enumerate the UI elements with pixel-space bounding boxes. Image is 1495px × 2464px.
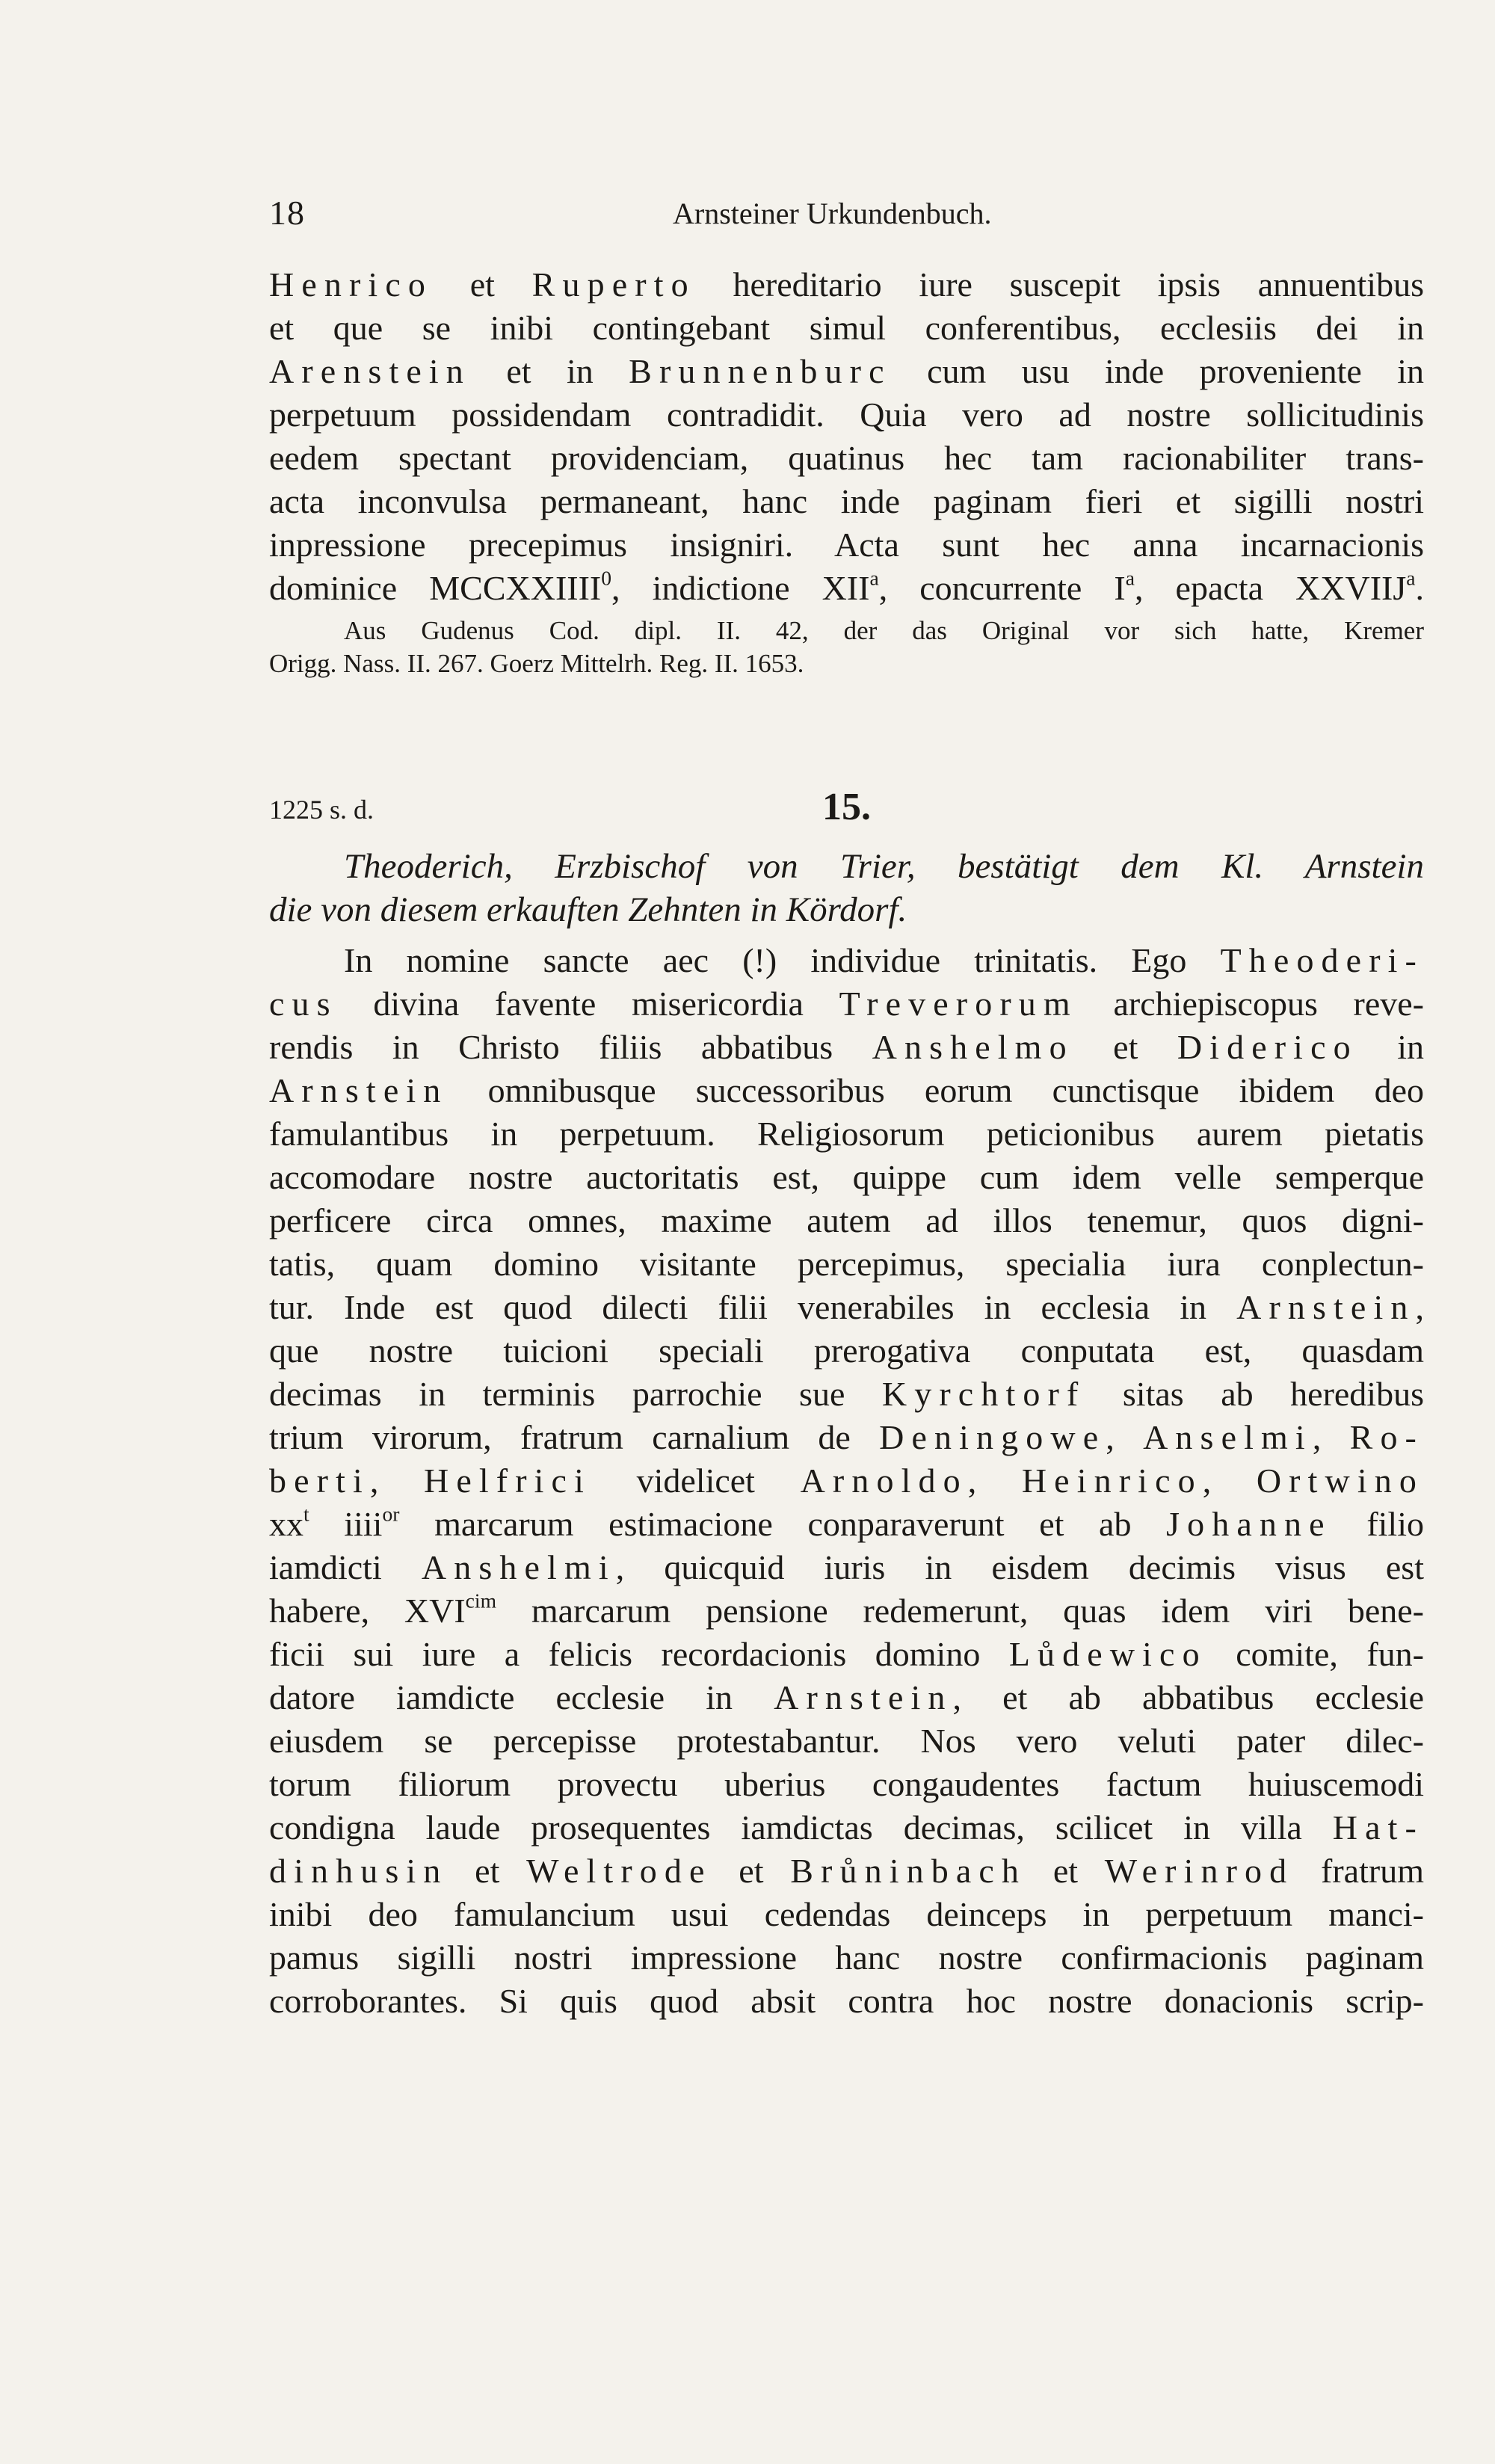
name-roberti: Ro- [1349, 1418, 1424, 1456]
text-line: rendis in Christo filiis abbatibus Anshelmo et Diderico in [269, 1028, 1424, 1066]
text-line: tatis, quam domino visitante percepimus, specialia iura conplectun- [269, 1245, 1424, 1283]
name-anshelmi: Anshelmi [421, 1548, 616, 1586]
summary-line: Theoderich, Erzbischof von Trier, bestätigt dem Kl. Arnstein [344, 847, 1424, 886]
place-arenstein: Arenstein [269, 352, 471, 390]
text-line: habere, $XVI^{cim}$ marcarum pensione redemerunt, quas idem viri bene- [269, 1589, 1424, 1630]
text-line: cus divina favente misericordia Treverorum archiepiscopus reve- [269, 985, 1424, 1023]
summary-line: die von diesem erkauften Zehnten in Kördorf. [269, 890, 907, 929]
text-line: torum filiorum provectu uberius congaudentes factum huiuscemodi [269, 1765, 1424, 1803]
name-helfrici: Helfrici [424, 1462, 591, 1500]
text-line: perficere circa omnes, maxime autem ad illos tenemur, quos digni- [269, 1201, 1424, 1239]
place-weltrode: Weltrode [526, 1852, 712, 1890]
text-line: Arnstein omnibusque successoribus eorum cunctisque ibidem deo [269, 1071, 1424, 1109]
name-diderico: Diderico [1177, 1028, 1358, 1066]
name-treverorum: Treverorum [839, 985, 1078, 1023]
name-theodericus: Theoderi- [1220, 941, 1424, 979]
place-hatdinhusin: Hat- [1332, 1808, 1424, 1847]
text-line: que nostre tuicioni speciali prerogativa conputata est, quasdam [269, 1331, 1424, 1370]
text-line: eiusdem se percepisse protestabantur. Nos vero veluti pater dilec- [269, 1722, 1424, 1760]
text-line: ficii sui iure a felicis recordacionis domino Lůdewico comite, fun- [269, 1635, 1424, 1673]
text-line: inibi deo famulancium usui cedendas deinceps in perpetuum manci- [269, 1895, 1424, 1933]
text-line: dinhusin et Weltrode et Brůninbach et Werinrod fratrum [269, 1852, 1424, 1890]
name-heinrico: Heinrico [1021, 1462, 1203, 1500]
document-heading [269, 785, 1424, 837]
text-line: corroborantes. Si quis quod absit contra hoc nostre donacionis scrip- [269, 1982, 1424, 2020]
text-line: trium virorum, fratrum carnalium de Deningowe, Anselmi, Ro- [269, 1418, 1424, 1456]
text-line: famulantibus in perpetuum. Religiosorum peticionibus aurem pietatis [269, 1115, 1424, 1153]
place-deningowe: Deningowe [879, 1418, 1106, 1456]
text-line: decimas in terminis parrochie sue Kyrchtorf sitas ab heredibus [269, 1375, 1424, 1413]
name-ortwino: Ortwino [1256, 1462, 1424, 1500]
text-line: et que se inibi contingebant simul conferentibus, ecclesiis dei in [269, 309, 1424, 347]
text-line: eedem spectant providenciam, quatinus hec tam racionabiliter trans- [269, 439, 1424, 477]
name-henrico: Henrico [269, 265, 433, 304]
text-line: pamus sigilli nostri impressione hanc nostre confirmacionis paginam [269, 1938, 1424, 1977]
place-kyrchtorf: Kyrchtorf [881, 1375, 1086, 1413]
document-summary [269, 845, 1424, 931]
name-anselmi: Anselmi [1143, 1418, 1313, 1456]
place-arnstein: Arnstein [1236, 1288, 1416, 1326]
text-line: condigna laude prosequentes iamdictas decimas, scilicet in villa Hat- [269, 1808, 1424, 1847]
place-werinrod: Werinrod [1104, 1852, 1295, 1890]
name-anshelmo: Anshelmo [872, 1028, 1074, 1066]
page-header [269, 193, 1424, 238]
place-arnstein: Arnstein [774, 1678, 953, 1716]
name-ruperto: Ruperto [531, 265, 696, 304]
text-line: iamdicti Anshelmi, quicquid iuris in eisdem decimis visus est [269, 1548, 1424, 1586]
place-arnstein: Arnstein [269, 1071, 449, 1109]
text-line: Henrico et Ruperto hereditario iure suscepit ipsis annuentibus [269, 265, 1424, 304]
note-line: Aus Gudenus Cod. dipl. II. 42, der das Original vor sich hatte, Kremer [344, 616, 1424, 645]
text-line: datore iamdicte ecclesie in Arnstein, et ab abbatibus ecclesie [269, 1678, 1424, 1716]
dating-line: dominice MCCXXIIII$^0$, indictione XII$^a$, concurrente $I^a$, epacta XXVIIJ$^a$. [269, 567, 1424, 607]
name-ludewico: Lůdewico [1008, 1635, 1207, 1673]
document-body [269, 939, 1424, 2023]
note-line: Origg. Nass. II. 267. Goerz Mittelrh. Reg. II. 1653. [269, 649, 804, 678]
previous-document-text [269, 263, 1424, 680]
source-note [269, 615, 1424, 680]
name-arnoldo: Arnoldo [800, 1462, 968, 1500]
text-line: $xx^t$ iiii$^{or}$ marcarum estimacione conparaverunt et ab Johanne filio [269, 1503, 1424, 1543]
text-line: accomodare nostre auctoritatis est, quippe cum idem velle semperque [269, 1158, 1424, 1196]
text-line: berti, Helfrici videlicet Arnoldo, Heinrico, Ortwino [269, 1462, 1424, 1500]
text-line: perpetuum possidendam contradidit. Quia vero ad nostre sollicitudinis [269, 395, 1424, 434]
document-date: 1225 s. d. [269, 795, 374, 825]
running-title: Arnsteiner Urkundenbuch. [673, 197, 992, 230]
name-johanne: Johanne [1166, 1505, 1332, 1543]
place-brunnenburc: Brunnenburc [629, 352, 892, 390]
text-line: inpressione precepimus insigniri. Acta sunt hec anna incarnacionis [269, 526, 1424, 564]
place-bruninbach: Brůninbach [790, 1852, 1027, 1890]
text-line: acta inconvulsa permaneant, hanc inde paginam fieri et sigilli nostri [269, 482, 1424, 520]
text-line: Arenstein et in Brunnenburc cum usu inde proveniente in [269, 352, 1424, 390]
text-line: tur. Inde est quod dilecti filii venerabiles in ecclesia in Arnstein, [269, 1288, 1424, 1326]
document-number: 15. [822, 786, 871, 828]
text-line: In nomine sancte aec (!) individue trinitatis. Ego Theoderi- [344, 941, 1424, 979]
page-number: 18 [269, 194, 305, 232]
